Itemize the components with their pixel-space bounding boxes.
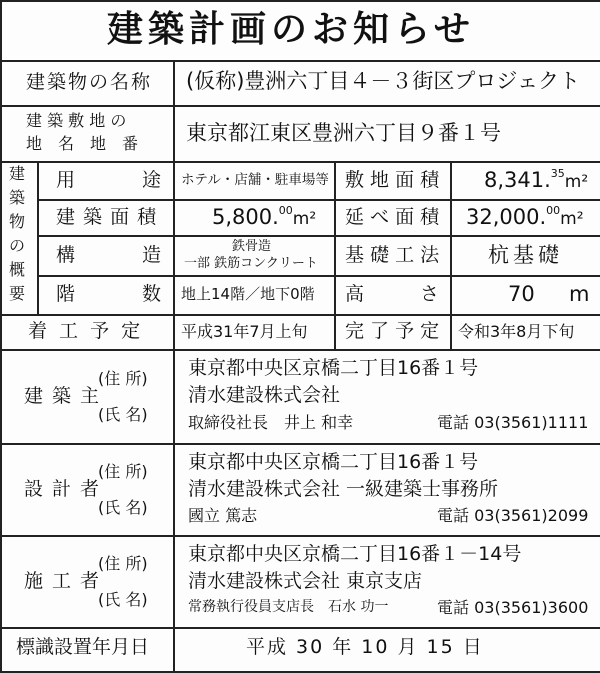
side-char: 築 xyxy=(9,188,26,207)
site-area-value xyxy=(484,167,589,192)
divider xyxy=(173,314,175,349)
divider xyxy=(37,199,600,201)
side-char: 建 xyxy=(9,164,26,183)
designer-address-key: (住 所) xyxy=(98,462,148,481)
side-char: の xyxy=(9,236,26,255)
floor-area-label: 延 べ 面 積 xyxy=(345,206,440,228)
start-label: 着 工 予 定 xyxy=(28,320,144,342)
divider xyxy=(2,314,600,316)
designer-address: 東京都中央区京橋二丁目16番１号 xyxy=(188,451,479,473)
end-label: 完 了 予 定 xyxy=(345,320,440,342)
use-label-a: 用 xyxy=(56,169,76,191)
divider xyxy=(173,627,175,671)
site-area-int: 8,341. xyxy=(484,168,551,192)
floor-area-dec: 00 xyxy=(546,204,561,217)
height-unit: m xyxy=(569,282,590,306)
owner-person: 取締役社長 井上 和幸 xyxy=(188,413,354,432)
contractor-address-key: (住 所) xyxy=(98,554,148,573)
divider xyxy=(37,161,39,314)
site-label-line1: 建 築 敷 地 の xyxy=(26,111,127,130)
building-name-label: 建築物の名称 xyxy=(26,71,153,93)
divider xyxy=(2,105,600,107)
building-area-label: 建 築 面 積 xyxy=(56,206,158,228)
building-area-int: 5,800. xyxy=(212,205,279,229)
divider xyxy=(2,443,600,445)
designer-label: 設計者 xyxy=(24,478,109,500)
owner-company: 清水建設株式会社 xyxy=(188,384,341,406)
site-area-label: 敷 地 面 積 xyxy=(345,169,440,191)
structure-label-b: 造 xyxy=(142,244,162,266)
building-area-value xyxy=(212,204,317,229)
contractor-name-key: (氏 名) xyxy=(98,590,148,609)
start-value: 平成31年7月上旬 xyxy=(181,322,308,341)
owner-phone: 電話 03(3561)1111 xyxy=(437,413,589,432)
foundation-label: 基 礎 工 法 xyxy=(345,244,440,266)
height-label-a: 高 xyxy=(345,283,365,305)
structure-value-line1: 鉄骨造 xyxy=(232,239,272,254)
contractor-address: 東京都中央区京橋二丁目16番１－14号 xyxy=(188,543,522,565)
foundation-value: 杭基礎 xyxy=(488,243,563,267)
building-area-dec: 00 xyxy=(278,204,293,217)
side-char: 概 xyxy=(9,260,26,279)
page-title: 建築計画のお知らせ xyxy=(107,9,475,50)
divider xyxy=(173,349,175,627)
designer-person: 國立 篤志 xyxy=(188,506,258,525)
posting-label: 標識設置年月日 xyxy=(16,636,150,658)
side-char: 要 xyxy=(9,284,26,303)
designer-phone: 電話 03(3561)2099 xyxy=(437,506,589,525)
structure-label-a: 構 xyxy=(56,244,76,266)
contractor-company: 清水建設株式会社 東京支店 xyxy=(188,570,423,592)
site-area-unit: m² xyxy=(564,172,589,192)
divider xyxy=(450,161,452,349)
site-label-line2: 地 名 地 番 xyxy=(26,134,139,153)
divider xyxy=(37,235,600,237)
contractor-label: 施工者 xyxy=(24,570,109,592)
side-char: 物 xyxy=(9,212,26,231)
divider xyxy=(2,60,600,62)
posting-date: 平成 30 年 10 月 15 日 xyxy=(246,636,484,658)
building-name-value: (仮称)豊洲六丁目４－３街区プロジェクト xyxy=(186,69,580,93)
contractor-phone: 電話 03(3561)3600 xyxy=(437,598,589,617)
contractor-person: 常務執行役員支店長 石水 功一 xyxy=(188,599,389,615)
floors-value: 地上14階／地下0階 xyxy=(181,285,315,303)
site-address-value: 東京都江東区豊洲六丁目９番１号 xyxy=(186,121,501,145)
height-label-b: さ xyxy=(420,283,440,305)
divider xyxy=(2,349,600,351)
owner-label: 建築主 xyxy=(24,385,109,407)
floors-label-a: 階 xyxy=(56,283,76,305)
floor-area-value xyxy=(466,204,584,229)
designer-company: 清水建設株式会社 一級建築士事務所 xyxy=(188,478,499,500)
divider xyxy=(173,60,175,314)
divider xyxy=(2,627,600,629)
floor-area-int: 32,000. xyxy=(466,205,547,229)
divider xyxy=(334,161,336,349)
designer-name-key: (氏 名) xyxy=(98,498,148,517)
owner-address-key: (住 所) xyxy=(98,369,148,388)
owner-name-key: (氏 名) xyxy=(98,405,148,424)
divider xyxy=(2,161,600,163)
site-area-dec: 35 xyxy=(550,167,565,180)
use-label-b: 途 xyxy=(142,169,162,191)
divider xyxy=(2,535,600,537)
owner-address: 東京都中央区京橋二丁目16番１号 xyxy=(188,357,479,379)
structure-value-line2: 一部 鉄筋コンクリート xyxy=(184,256,318,271)
floors-label-b: 数 xyxy=(142,283,162,305)
floor-area-unit: m² xyxy=(560,209,584,229)
divider xyxy=(37,275,600,277)
building-area-unit: m² xyxy=(292,209,317,229)
height-value: 70 xyxy=(508,282,535,306)
use-value: ホテル・店舗・駐車場等 xyxy=(181,172,329,188)
end-value: 令和3年8月下旬 xyxy=(458,322,575,341)
